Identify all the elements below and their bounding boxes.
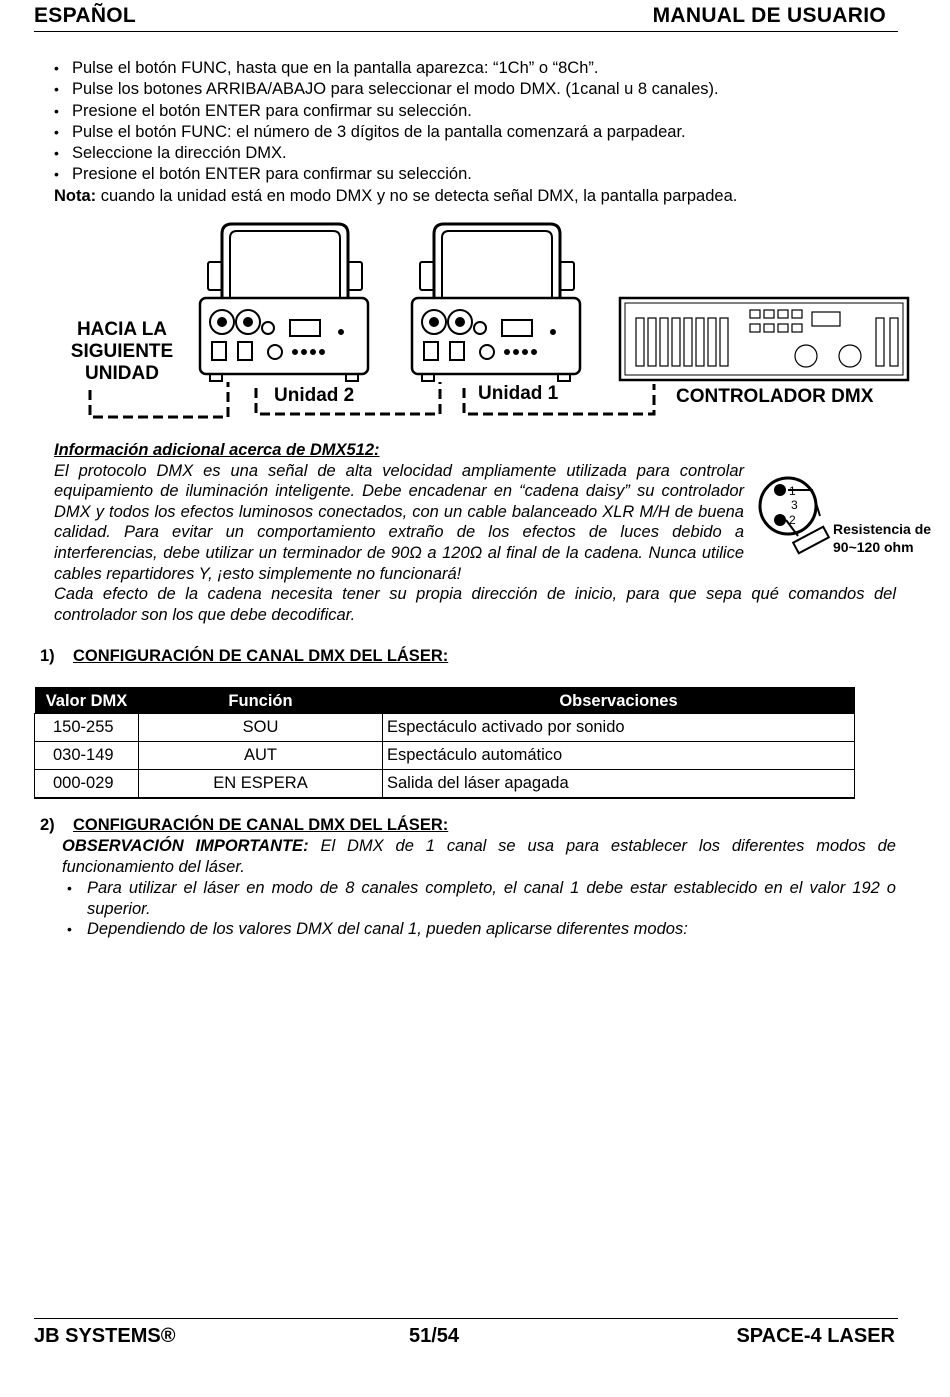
dmx-connection-diagram — [50, 220, 910, 430]
section-1-title: CONFIGURACIÓN DE CANAL DMX DEL LÁSER: — [73, 647, 449, 665]
cell-function: EN ESPERA — [139, 770, 383, 799]
instruction-item: • Seleccione la dirección DMX. — [52, 143, 719, 164]
next-unit-label-line2: SIGUIENTE — [70, 341, 174, 362]
section-1-number: 1) — [40, 647, 55, 665]
column-header-observations: Observaciones — [383, 688, 855, 714]
instruction-item: • Presione el botón ENTER para confirmar su selección. — [52, 101, 719, 122]
instruction-item: • Pulse los botones ARRIBA/ABAJO para seleccionar el modo DMX. (1canal u 8 canales). — [52, 79, 719, 100]
dmx-note — [54, 187, 737, 206]
section-1-heading — [40, 647, 448, 666]
observation-label: OBSERVACIÓN IMPORTANTE: — [62, 837, 309, 855]
next-unit-label-line3: UNIDAD — [85, 363, 159, 384]
next-unit-label-line1: HACIA LA — [76, 319, 168, 340]
cell-dmx-value: 030-149 — [35, 742, 139, 770]
footer-page-number: 51/54 — [409, 1325, 460, 1347]
note-label: Nota: — [54, 187, 97, 205]
xlr-terminator-illustration — [758, 476, 836, 562]
instruction-item: • Pulse el botón FUNC: el número de 3 dígitos de la pantalla comenzará a parpadear. — [52, 122, 719, 143]
section-2-heading — [40, 816, 448, 835]
cell-observations: Espectáculo automático — [383, 742, 855, 770]
pin-3-label: 3 — [791, 498, 798, 512]
table-row — [35, 770, 855, 799]
dmx512-info-paragraph-2: Cada efecto de la cadena necesita tener su propia dirección de inicio, para que sepa qué comandos del controlador son los que debe decodificar. — [54, 585, 896, 624]
dmx512-info-title: Información adicional acerca de DMX512: — [54, 441, 380, 459]
dmx-controller-illustration — [620, 298, 908, 380]
instruction-item: • Pulse el botón FUNC, hasta que en la pantalla aparezca: “1Ch” o “8Ch”. — [52, 58, 719, 79]
column-header-dmx-value: Valor DMX — [35, 688, 139, 714]
dmx512-info-paragraph-1: El protocolo DMX es una señal de alta velocidad ampliamente utilizada para controlar equipamiento de iluminación inteligente. Debe encadenar en “cadena daisy” su controlador DMX y todos los efectos luminosos conectados, con un cable balanceado XLR M/H de buena calidad. Para evitar un comportamiento extraño de los efectos de luces debido a interferencias, debe utilizar un terminador de 90Ω a 120Ω al final de la cadena. Nunca utilice cables repartidores Y, ¡esto simplemente no funcionará! — [54, 461, 744, 583]
cell-dmx-value: 000-029 — [35, 770, 139, 799]
pin-2-label: 2 — [789, 513, 796, 527]
observation-bullet: • Dependiendo de los valores DMX del canal 1, pueden aplicarse diferentes modos: — [62, 919, 896, 940]
footer-rule — [34, 1318, 898, 1319]
observation-bullet-list — [62, 878, 896, 940]
important-observation — [62, 836, 896, 940]
instruction-item: • Presione el botón ENTER para confirmar su selección. — [52, 164, 719, 185]
observation-bullet: • Para utilizar el láser en modo de 8 canales completo, el canal 1 debe estar establecido en el valor 192 o superior. — [62, 878, 896, 919]
section-2-title: CONFIGURACIÓN DE CANAL DMX DEL LÁSER: — [73, 816, 449, 834]
cell-observations: Salida del láser apagada — [383, 770, 855, 799]
cell-observations: Espectáculo activado por sonido — [383, 714, 855, 742]
cell-function: SOU — [139, 714, 383, 742]
header-rule — [34, 31, 898, 32]
dmx-cable-dashed-lines — [90, 382, 654, 417]
pin-1-label: 1 — [789, 484, 796, 498]
unit1-label: Unidad 1 — [478, 383, 559, 404]
note-text: cuando la unidad está en modo DMX y no se detecta señal DMX, la pantalla parpadea. — [96, 187, 738, 205]
resistor-label-line1: Resistencia de — [833, 521, 932, 537]
header-language: ESPAÑOL — [34, 4, 137, 27]
unit2-label: Unidad 2 — [274, 385, 355, 406]
dmx-controller-label: CONTROLADOR DMX — [676, 386, 874, 407]
header-manual-title: MANUAL DE USUARIO — [652, 4, 886, 27]
resistor-label-line2: 90~120 ohm — [833, 539, 914, 555]
laser-unit-1-illustration — [412, 224, 580, 381]
resistor-label — [833, 520, 931, 556]
footer-product-name: SPACE-4 LASER — [736, 1325, 895, 1347]
table-row — [35, 714, 855, 742]
cell-function: AUT — [139, 742, 383, 770]
table-row — [35, 742, 855, 770]
section-2-number: 2) — [40, 816, 55, 834]
cell-dmx-value: 150-255 — [35, 714, 139, 742]
column-header-function: Función — [139, 688, 383, 714]
observation-text: El DMX de 1 canal se usa para establecer los diferentes modos de funcionamiento del láser. — [62, 837, 896, 876]
table-header-row — [35, 688, 855, 714]
instruction-list — [52, 58, 719, 186]
footer-brand: JB SYSTEMS® — [34, 1325, 176, 1347]
dmx-channel-table — [34, 687, 855, 799]
laser-unit-2-illustration — [200, 224, 368, 381]
